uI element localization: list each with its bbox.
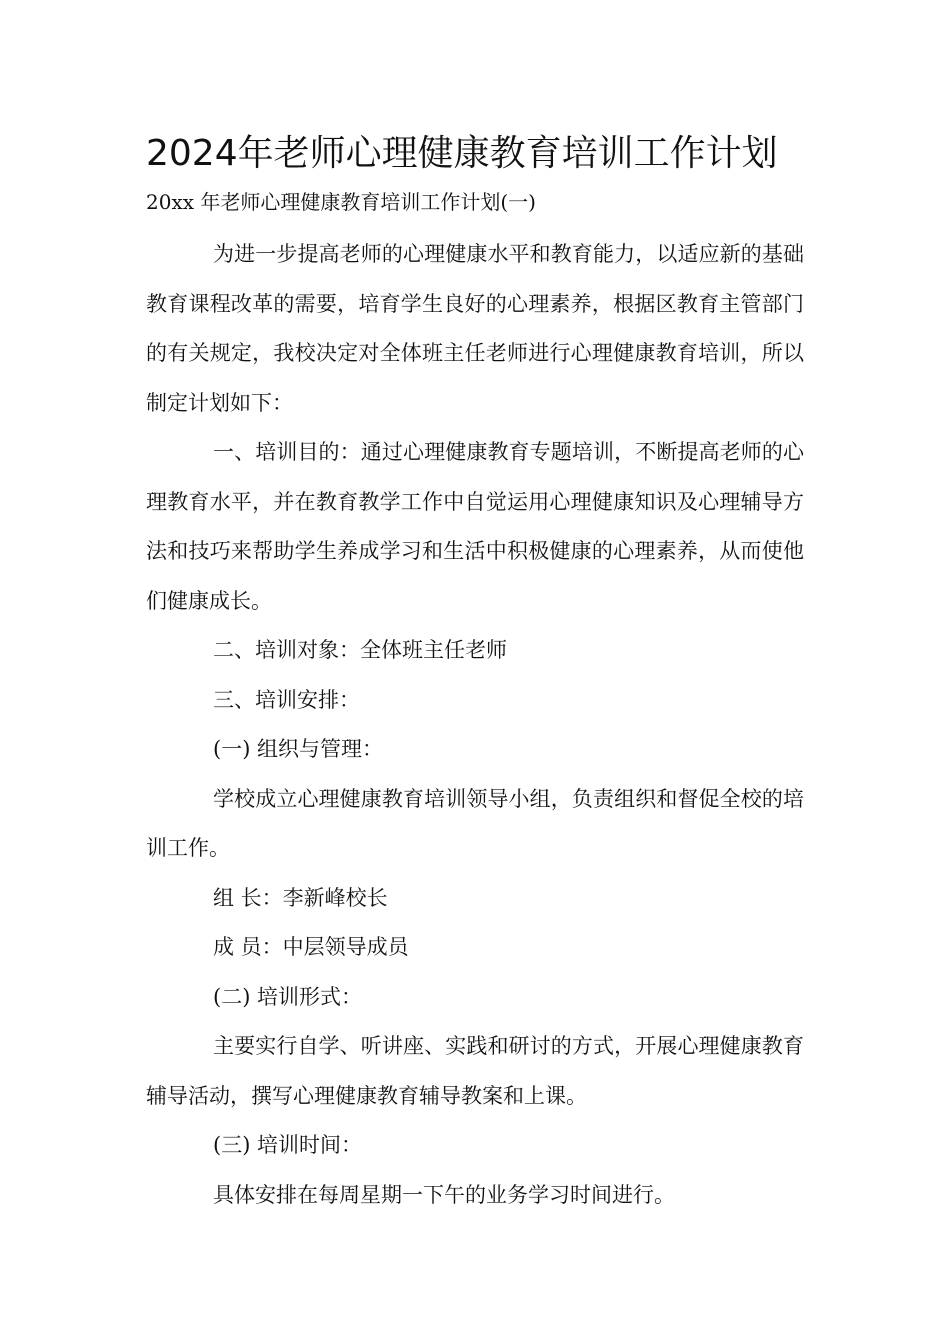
format-heading: (二) 培训形式：	[213, 984, 363, 1009]
document-body	[146, 230, 804, 1220]
document-subtitle: 20xx 年老师心理健康教育培训工作计划(一)	[146, 190, 536, 214]
time-heading: (三) 培训时间：	[213, 1133, 363, 1157]
arrangement-heading: 三、培训安排：	[213, 687, 360, 712]
organization-heading: (一) 组织与管理：	[213, 737, 384, 761]
intro-paragraph: 为进一步提高老师的心理健康水平和教育能力，以适应新的基础教育课程改革的需要，培育学生良好的心理素养，根据区教育主管部门的有关规定，我校决定对全体班主任老师进行心理健康教育培训，所以制定计划如下：	[146, 242, 804, 415]
audience-paragraph: 二、培训对象：全体班主任老师	[213, 638, 507, 662]
purpose-paragraph: 一、培训目的：通过心理健康教育专题培训，不断提高老师的心理教育水平，并在教育教学工作中自觉运用心理健康知识及心理辅导方法和技巧来帮助学生养成学习和生活中积极健康的心理素养，从而使他们健康成长。	[146, 440, 804, 613]
member-line: 成 员：中层领导成员	[213, 935, 409, 959]
leader-line: 组 长：李新峰校长	[213, 885, 388, 910]
time-paragraph: 具体安排在每周星期一下午的业务学习时间进行。	[213, 1182, 675, 1207]
format-paragraph: 主要实行自学、听讲座、实践和研讨的方式，开展心理健康教育辅导活动，撰写心理健康教育辅导教案和上课。	[146, 1034, 804, 1108]
document-title: 2024年老师心理健康教育培训工作计划	[146, 133, 778, 174]
organization-paragraph: 学校成立心理健康教育培训领导小组，负责组织和督促全校的培训工作。	[146, 786, 804, 860]
